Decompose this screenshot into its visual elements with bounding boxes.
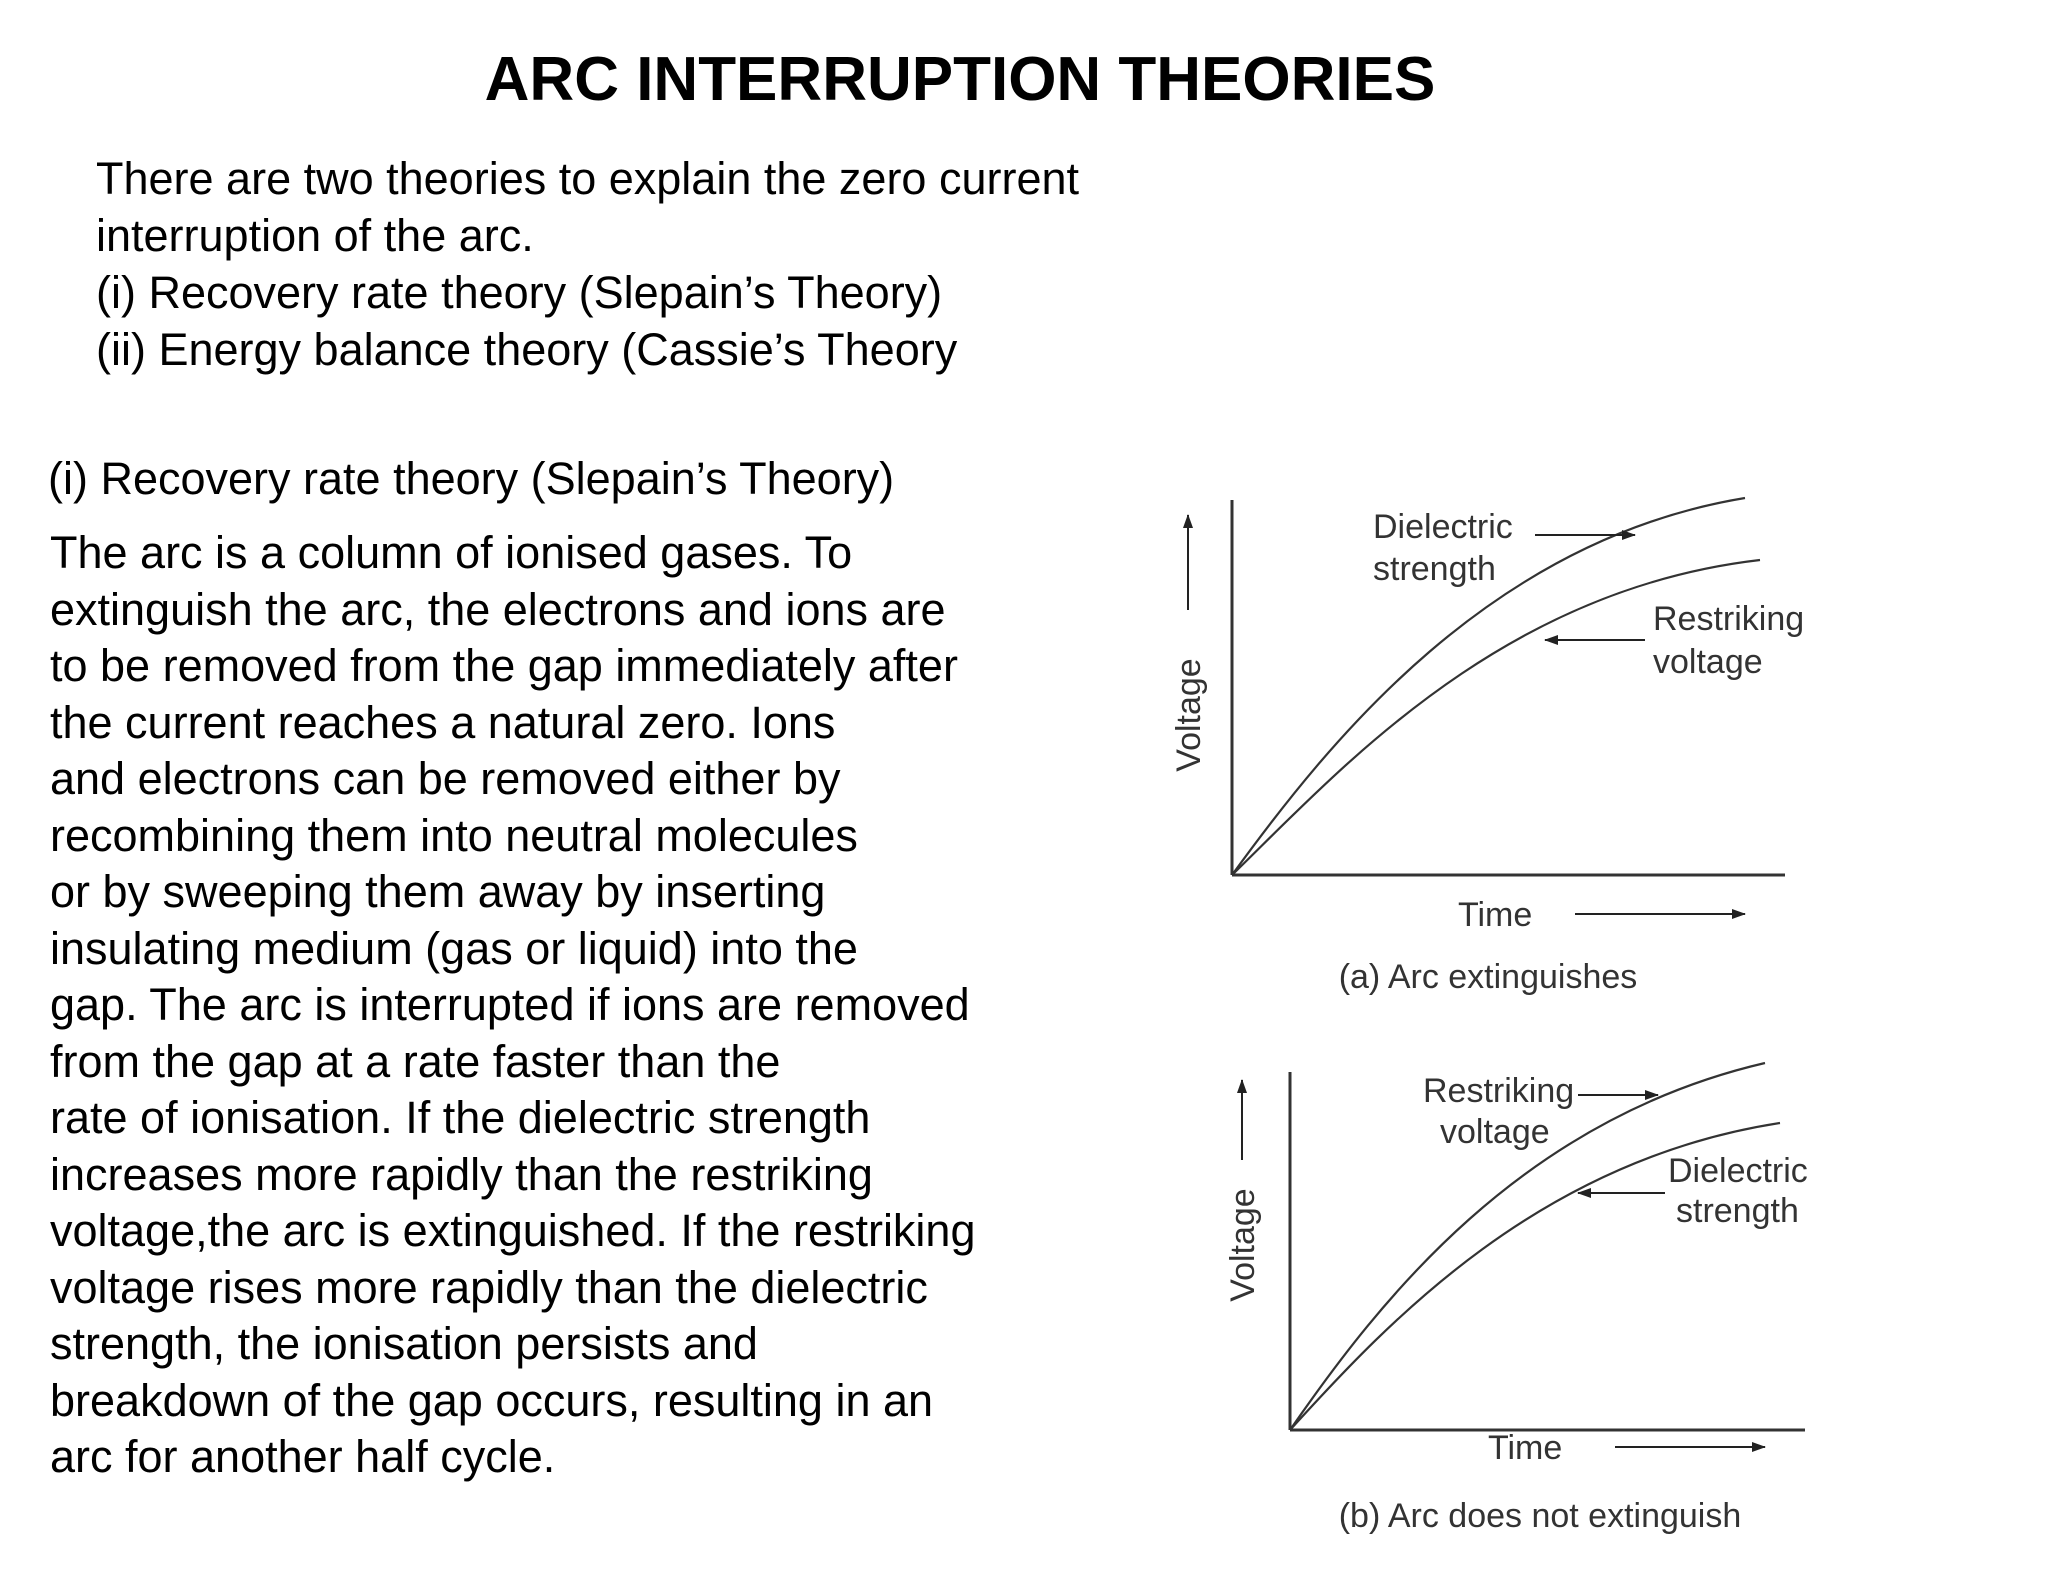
body-line: and electrons can be removed either by (50, 753, 841, 804)
figure-arc-does-not-extinguish (1180, 1050, 1880, 1570)
body-line: arc for another half cycle. (50, 1431, 556, 1482)
body-line: The arc is a column of ionised gases. To (50, 527, 853, 578)
body-line: rate of ionisation. If the dielectric strength (50, 1092, 871, 1143)
body-line: gap. The arc is interrupted if ions are removed (50, 979, 970, 1030)
body-line: insulating medium (gas or liquid) into the (50, 922, 858, 974)
x-axis-label: Time (1458, 896, 1533, 934)
figure-arc-extinguishes (1140, 480, 1840, 1000)
body-line: recombining them into neutral molecules (50, 809, 858, 861)
dielectric-strength-label: Dielectric (1668, 1152, 1808, 1190)
body-line: increases more rapidly than the restriking (50, 1148, 873, 1200)
body-line: voltage,the arc is extinguished. If the restriking (50, 1205, 976, 1256)
intro-paragraph (96, 150, 1196, 378)
body-line: to be removed from the gap immediately after (50, 640, 958, 691)
page-title: ARC INTERRUPTION THEORIES (484, 45, 1436, 114)
x-axis-label: Time (1488, 1429, 1563, 1467)
body-line: voltage rises more rapidly than the dielectric (50, 1261, 928, 1313)
body-line: strength, the ionisation persists and (50, 1318, 758, 1369)
intro-line: There are two theories to explain the zero current (96, 153, 1080, 204)
y-axis-label: Voltage (1224, 1188, 1262, 1302)
body-line: breakdown of the gap occurs, resulting in an (50, 1374, 934, 1426)
section-body (50, 525, 1100, 1486)
restriking-voltage-label: Restriking (1423, 1072, 1575, 1110)
dielectric-strength-label-line2: strength (1676, 1192, 1799, 1230)
body-line: or by sweeping them away by inserting (50, 866, 826, 917)
body-line: from the gap at a rate faster than the (50, 1035, 781, 1087)
dielectric-strength-label: Dielectric (1373, 508, 1513, 546)
intro-line: interruption of the arc. (96, 210, 534, 261)
section-heading: (i) Recovery rate theory (Slepain’s Theory) (48, 453, 895, 504)
restriking-voltage-label-line2: voltage (1440, 1113, 1550, 1151)
restriking-voltage-label: Restriking (1653, 600, 1805, 638)
dielectric-strength-label-line2: strength (1373, 550, 1496, 588)
figure-caption: (b) Arc does not extinguish (1338, 1497, 1742, 1535)
body-line: extinguish the arc, the electrons and ions are (50, 583, 946, 635)
theory-list-item-energy-balance: (ii) Energy balance theory (Cassie’s Theory (96, 324, 958, 375)
theory-list-item-recovery-rate: (i) Recovery rate theory (Slepain’s Theory) (96, 267, 943, 318)
figure-caption: (a) Arc extinguishes (1338, 958, 1638, 996)
restriking-voltage-label-line2: voltage (1653, 643, 1763, 681)
y-axis-label: Voltage (1170, 658, 1208, 772)
body-line: the current reaches a natural zero. Ions (50, 696, 836, 748)
